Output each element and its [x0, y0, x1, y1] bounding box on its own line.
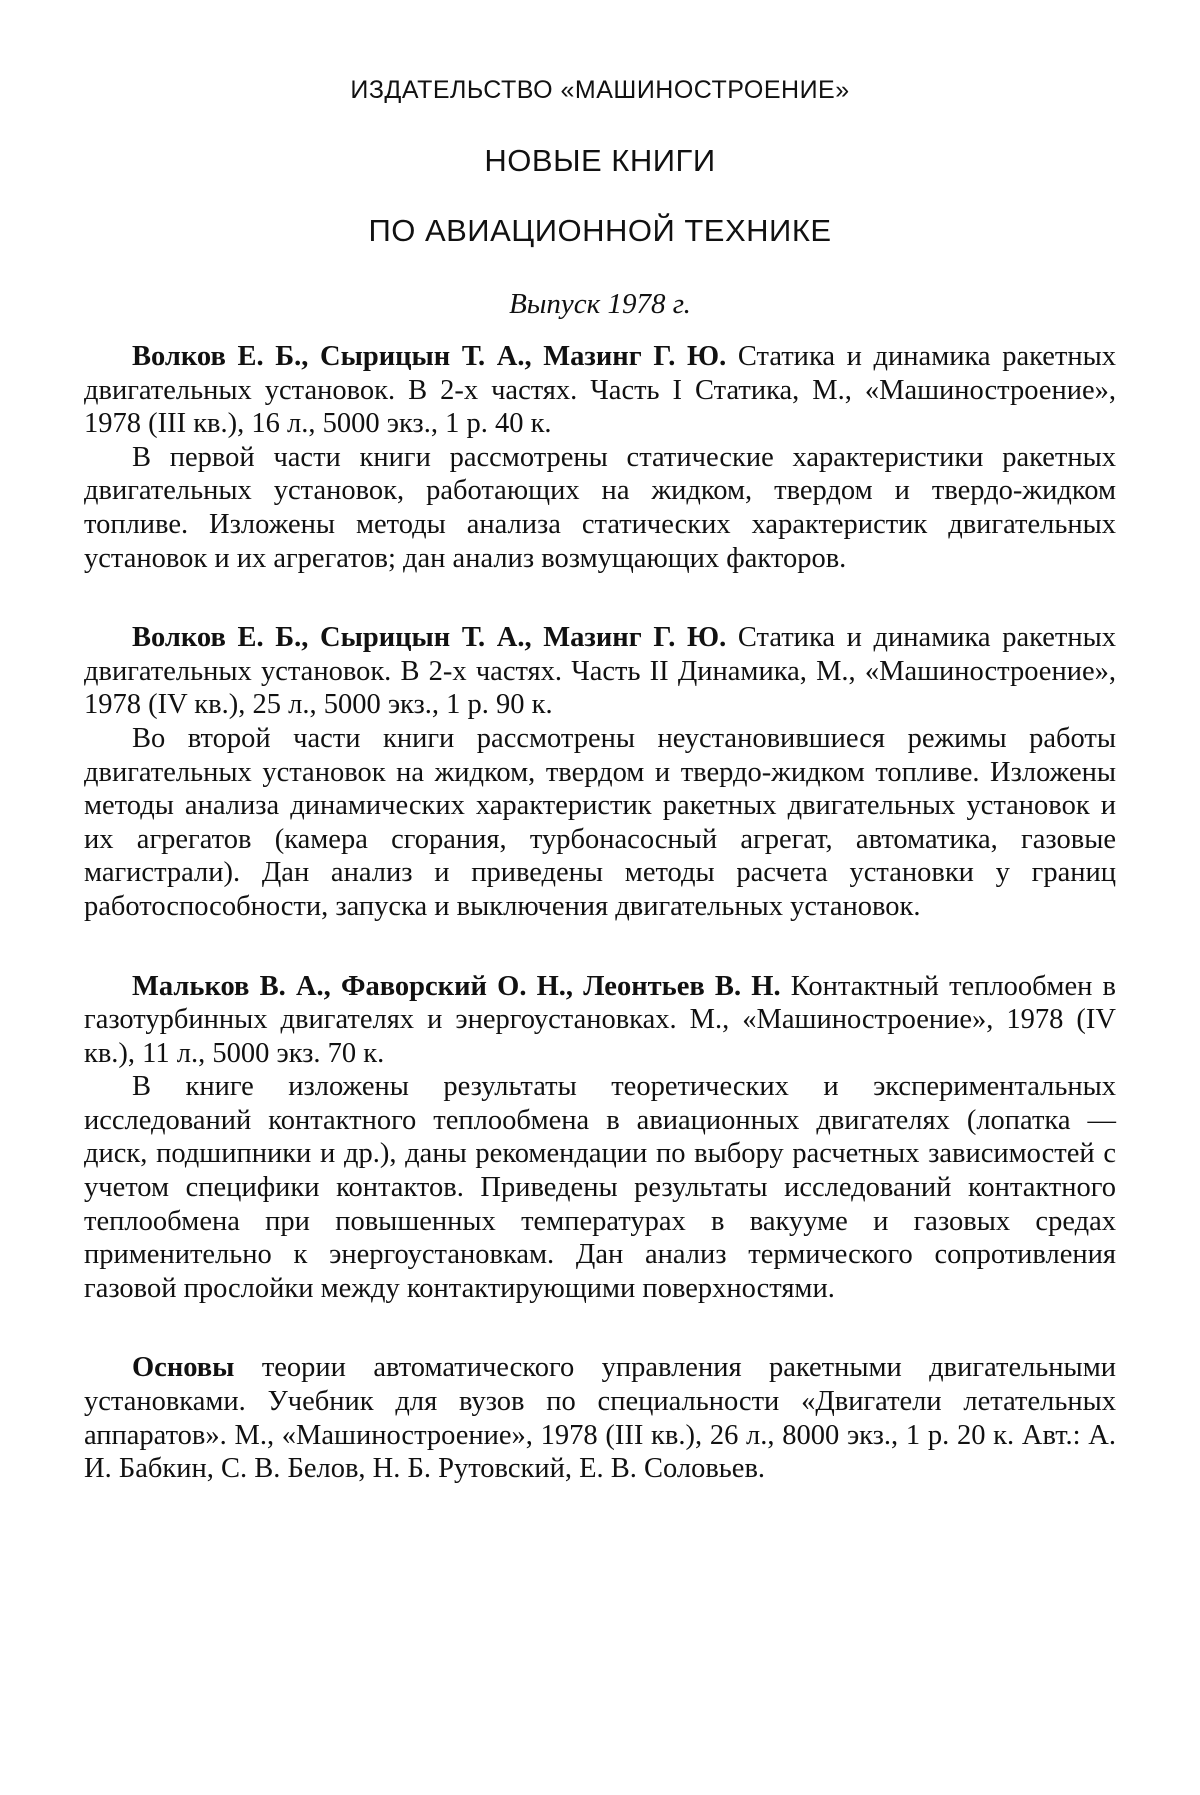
book-citation-text: Статика и динамика ракетных двигательных установок. В 2-х частях. Часть II Динамика, М., «Машиностроение», 1978 (IV кв.), 25 л., 5000 экз., 1 р. 90 к. — [84, 622, 1116, 721]
book-announcement-page — [84, 56, 1116, 1532]
publisher-heading: ИЗДАТЕЛЬСТВО «МАШИНОСТРОЕНИЕ» — [350, 76, 850, 104]
book-description: В первой части книги рассмотрены статические характеристики ракетных двигательных установок, работающих на жидком, твердом и твердо-жидком топливе. Изложены методы анализа статических характеристик двигательных установок и их агрегатов; дан анализ возмущающих факторов. — [84, 441, 1116, 574]
book-description: Во второй части книги рассмотрены неустановившиеся режимы работы двигательных установок на жидком, твердом и твердо-жидком топливе. Изложены методы анализа динамических характеристик ракетных двигательных установок и их агрегатов (камера сгорания, турбонасосный агрегат, автоматика, газовые магистрали). Дан анализ и приведены методы расчета установки у границ работоспособности, запуска и выключения двигательных установок. — [84, 722, 1116, 922]
issue-label: Выпуск 1978 г. — [509, 288, 691, 320]
book-citation-text: теории автоматического управления ракетными двигательными установками. Учебник для вузов по специальности «Двигатели летательных аппаратов». М., «Машиностроение», 1978 (III кв.), 26 л., 8000 экз., 1 р. 20 к. Авт.: А. И. Бабкин, С. В. Белов, Н. Б. Рутовский, Е. В. Соловьев. — [84, 1352, 1116, 1485]
book-authors: Волков Е. Б., Сырицын Т. А., Мазинг Г. Ю. — [132, 341, 727, 372]
book-description: В книге изложены результаты теоретических и экспериментальных исследований контактного теплообмена в авиационных двигателях (лопатка — диск, подшипники и др.), даны рекомендации по выбору расчетных зависимостей с учетом специфики контактов. Приведены результаты исследований контактного теплообмена при повышенных температурах в вакууме и газовых средах применительно к энергоустановкам. Дан анализ термического сопротивления газовой прослойки между контактирующими поверхностями. — [84, 1071, 1116, 1304]
book-authors: Волков Е. Б., Сырицын Т. А., Мазинг Г. Ю. — [132, 622, 727, 654]
book-authors: Мальков В. А., Фаворский О. Н., Леонтьев В. Н. — [132, 970, 781, 1002]
book-citation — [84, 621, 1116, 722]
page-title-line-2: ПО АВИАЦИОННОЙ ТЕХНИКЕ — [368, 213, 832, 248]
book-citation — [84, 1351, 1116, 1485]
book-entry-2 — [84, 621, 1116, 923]
book-citation-text: Статика и динамика ракетных двигательных установок. В 2-х частях. Часть I Статика, М., «Машиностроение», 1978 (III кв.), 16 л., 5000 экз., 1 р. 40 к. — [84, 341, 1116, 440]
book-citation — [84, 970, 1116, 1071]
page-title-line-1: НОВЫЕ КНИГИ — [484, 143, 716, 178]
book-list — [84, 340, 1116, 1486]
book-entry-1 — [84, 340, 1116, 575]
book-entry-3 — [84, 970, 1116, 1306]
book-authors: Основы — [132, 1352, 235, 1384]
book-citation — [84, 340, 1116, 441]
book-entry-4 — [84, 1351, 1116, 1485]
book-citation-text: Контактный теплообмен в газотурбинных двигателях и энергоустановках. М., «Машиностроение», 1978 (IV кв.), 11 л., 5000 экз. 70 к. — [84, 970, 1116, 1069]
